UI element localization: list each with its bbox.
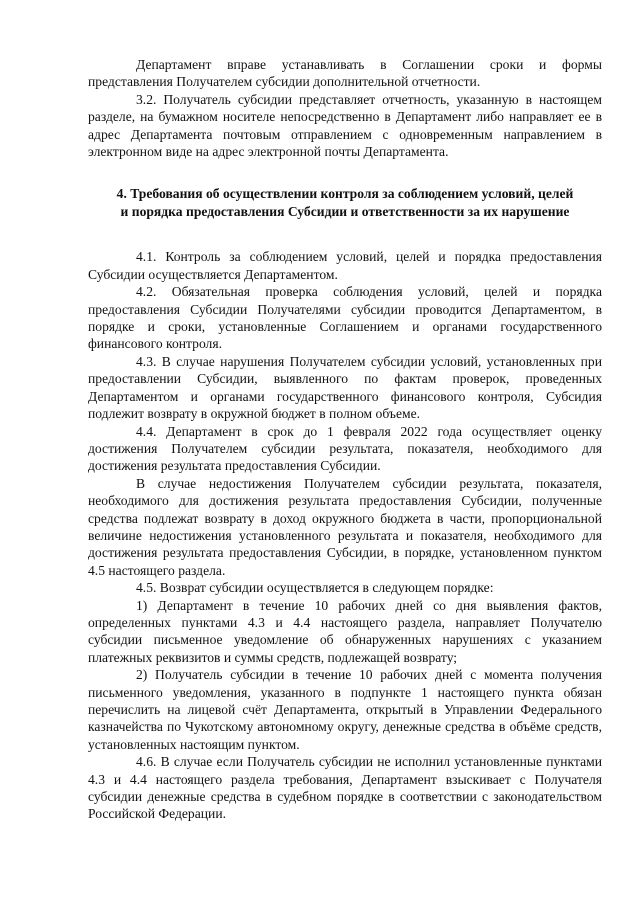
section-heading-line-2: и порядка предоставления Субсидии и ответственности за их нарушение — [120, 204, 570, 220]
paragraph-3-2: 3.2. Получатель субсидии представляет отчетность, указанную в настоящем разделе, на бумажном носителе непосредственно в Департамент либо направляет ее в адрес Департамента почтовым отправлением с одновременным направлением в электронном виде на адрес электронной почты Департамента. — [88, 91, 602, 160]
paragraph-4-1: 4.1. Контроль за соблюдением условий, целей и порядка предоставления Субсидии осуществляется Департаментом. — [88, 249, 602, 282]
section-heading — [88, 185, 602, 221]
section-heading-line-1: 4. Требования об осуществлении контроля за соблюдением условий, целей — [116, 186, 574, 202]
paragraph-4-4: 4.4. Департамент в срок до 1 февраля 2022 года осуществляет оценку достижения Получателем субсидии результата, показателя, необходимого для достижения результата предоставления Субсидии. — [88, 423, 602, 474]
paragraph-4-3: 4.3. В случае нарушения Получателем субсидии условий, установленных при предоставлении Субсидии, выявленного по фактам проверок, проведенных Департаментом и органами государственного финансового контроля, Субсидия подлежит возврату в окружной бюджет в полном объеме. — [88, 353, 602, 422]
paragraph-reporting-terms: Департамент вправе устанавливать в Соглашении сроки и формы представления Получателем субсидии дополнительной отчетности. — [88, 57, 602, 90]
paragraph-4-4-shortfall: В случае недостижения Получателем субсидии результата, показателя, необходимого для достижения результата предоставления Субсидии, полученные средства подлежат возврату в доход окружного бюджета в части, пропорциональной величине недостижения установленного результата и показателя, необходимого для достижения результата предоставления Субсидии, в порядке, установленном пунктом 4.5 настоящего раздела. — [88, 475, 602, 578]
paragraph-4-6: 4.6. В случае если Получатель субсидии не исполнил установленные пунктами 4.3 и 4.4 настоящего раздела требования, Департамент взыскивает с Получателя субсидии денежные средства в судебном порядке в соответствии с законодательством Российской Федерации. — [88, 754, 602, 822]
document-body — [88, 56, 602, 823]
paragraph-4-5-item-1: 1) Департамент в течение 10 рабочих дней со дня выявления фактов, определенных пунктами 4.3 и 4.4 настоящего раздела, направляет Получателю субсидии письменное уведомление об обнаруженных нарушениях с указанием платежных реквизитов и суммы средств, подлежащей возврату; — [88, 597, 602, 665]
paragraph-4-2: 4.2. Обязательная проверка соблюдения условий, целей и порядка предоставления Субсидии Получателями субсидии проводится Департаментом, в порядке и сроки, установленные Соглашением и органами государственного финансового контроля. — [88, 284, 602, 352]
paragraph-4-5-item-2: 2) Получатель субсидии в течение 10 рабочих дней с момента получения письменного уведомления, указанного в подпункте 1 настоящего пункта обязан перечислить на лицевой счёт Департамента, открытый в Управлении Федерального казначейства по Чукотскому автономному округу, денежные средства в объёме средств, установленных настоящим пунктом. — [88, 667, 602, 752]
paragraph-4-5: 4.5. Возврат субсидии осуществляется в следующем порядке: — [136, 580, 494, 596]
